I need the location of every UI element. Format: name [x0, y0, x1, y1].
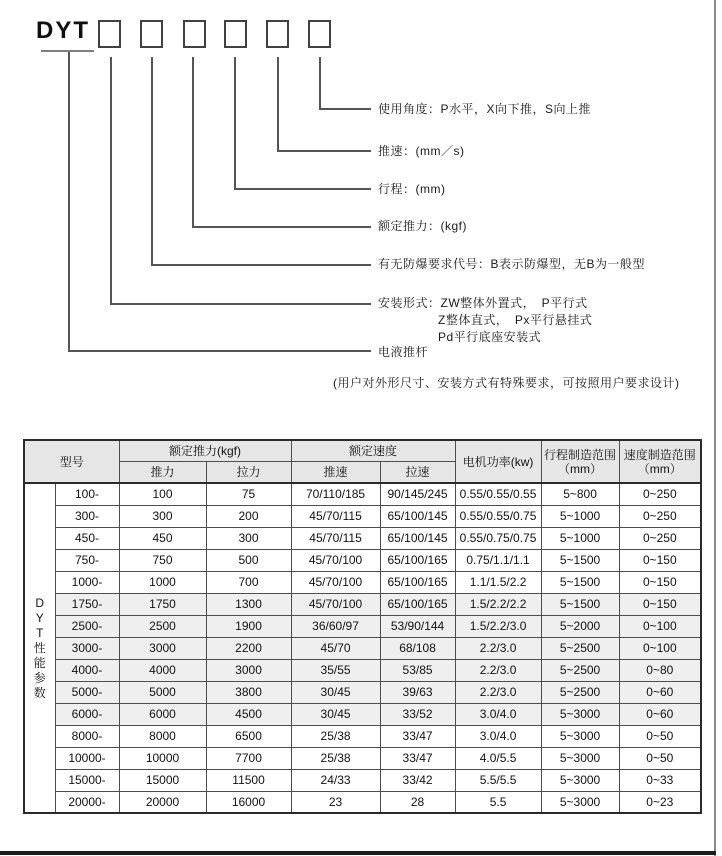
table-side-label-char: 能 [33, 655, 46, 670]
label-mounting-line1: 安装形式：ZW整体外置式， P平行式 [378, 296, 588, 310]
table-cell: 45/70 [291, 637, 380, 659]
table-cell: 0~50 [619, 747, 701, 769]
table-cell: 65/100/165 [380, 593, 455, 615]
table-cell: 1300 [206, 593, 291, 615]
table-row [24, 769, 701, 791]
table-row [24, 681, 701, 703]
table-cell: 3800 [206, 681, 291, 703]
table-side-label [24, 483, 55, 813]
table-cell: 65/100/145 [380, 505, 455, 527]
designation-box-1 [98, 20, 121, 48]
cell-model: 750- [55, 549, 119, 571]
table-cell: 5~1000 [541, 527, 619, 549]
leader-line-product-h [68, 350, 371, 352]
table-cell: 1900 [206, 615, 291, 637]
header-speed-range-text: 速度制造范围 [623, 447, 696, 462]
label-rated-thrust: 额定推力：(kgf) [378, 219, 468, 233]
table-cell: 2.2/3.0 [455, 637, 541, 659]
table-row [24, 549, 701, 571]
table-cell: 0.55/0.75/0.75 [455, 527, 541, 549]
table-cell: 1750 [119, 593, 206, 615]
table-cell: 6000 [119, 703, 206, 725]
header-push-speed: 推速 [291, 461, 380, 483]
table-cell: 4.0/5.5 [455, 747, 541, 769]
cell-model: 100- [55, 483, 119, 505]
table-row [24, 703, 701, 725]
page-right-edge-line [714, 0, 716, 856]
table-cell: 5~2000 [541, 615, 619, 637]
table-cell: 45/70/115 [291, 505, 380, 527]
table-side-label-char: Y [35, 610, 44, 625]
table-cell: 68/108 [380, 637, 455, 659]
table-row [24, 747, 701, 769]
table-cell: 3000 [206, 659, 291, 681]
table-cell: 8000 [119, 725, 206, 747]
table-cell: 65/100/165 [380, 549, 455, 571]
header-speed-range-unit: （mm） [637, 461, 682, 476]
table-cell: 5~3000 [541, 703, 619, 725]
table-row [24, 615, 701, 637]
table-cell: 25/38 [291, 725, 380, 747]
table-cell: 28 [380, 791, 455, 813]
table-cell: 20000 [119, 791, 206, 813]
cell-model: 15000- [55, 769, 119, 791]
leader-line-explosion-v [151, 57, 153, 266]
table-cell: 0~150 [619, 549, 701, 571]
leader-line-thrust-v [192, 57, 194, 228]
table-cell: 300 [119, 505, 206, 527]
table-cell: 0~60 [619, 703, 701, 725]
label-stroke: 行程：(mm) [378, 182, 446, 196]
table-cell: 0~100 [619, 615, 701, 637]
table-cell: 0~250 [619, 527, 701, 549]
table-cell: 30/45 [291, 703, 380, 725]
table-cell: 5~3000 [541, 769, 619, 791]
leader-line-product-v [68, 52, 70, 352]
table-cell: 33/42 [380, 769, 455, 791]
table-cell: 10000 [119, 747, 206, 769]
table-cell: 53/85 [380, 659, 455, 681]
designation-box-5 [266, 20, 289, 48]
table-cell: 4000 [119, 659, 206, 681]
table-cell: 500 [206, 549, 291, 571]
table-cell: 1000 [119, 571, 206, 593]
header-stroke-range-unit: （mm） [558, 461, 603, 476]
table-cell: 5~1500 [541, 549, 619, 571]
table-cell: 45/70/100 [291, 549, 380, 571]
table-row [24, 505, 701, 527]
label-push-speed: 推速：(mm／s) [378, 144, 465, 158]
table-row [24, 659, 701, 681]
table-cell: 3.0/4.0 [455, 703, 541, 725]
cell-model: 4000- [55, 659, 119, 681]
table-side-label-char: 性 [33, 640, 46, 655]
table-cell: 100 [119, 483, 206, 505]
table-cell: 45/70/115 [291, 527, 380, 549]
table-cell: 0~100 [619, 637, 701, 659]
table-cell: 0.55/0.55/0.55 [455, 483, 541, 505]
table-side-label-char: 参 [33, 670, 46, 685]
table-cell: 5.5/5.5 [455, 769, 541, 791]
table-cell: 24/33 [291, 769, 380, 791]
header-rated-speed-group: 额定速度 [291, 440, 455, 461]
table-cell: 0~33 [619, 769, 701, 791]
designation-box-4 [224, 20, 247, 48]
leader-line-mounting-h [110, 303, 371, 305]
table-cell: 0~80 [619, 659, 701, 681]
table-cell: 2.2/3.0 [455, 659, 541, 681]
table-cell: 5~2500 [541, 637, 619, 659]
leader-line-mounting-v [110, 57, 112, 305]
leader-line-usage-h [319, 108, 371, 110]
leader-line-stroke-v [234, 57, 236, 190]
table-cell: 5~1500 [541, 571, 619, 593]
cell-model: 6000- [55, 703, 119, 725]
table-cell: 700 [206, 571, 291, 593]
table-cell: 1.5/2.2/2.2 [455, 593, 541, 615]
cell-model: 3000- [55, 637, 119, 659]
label-explosion-proof: 有无防爆要求代号：B表示防爆型，无B为一般型 [378, 257, 646, 271]
designation-box-2 [140, 20, 163, 48]
table-cell: 750 [119, 549, 206, 571]
table-cell: 0~150 [619, 571, 701, 593]
table-cell: 7700 [206, 747, 291, 769]
leader-line-pushspeed-v [277, 57, 279, 152]
header-push-force: 推力 [119, 461, 206, 483]
table-cell: 0~250 [619, 483, 701, 505]
page-bottom-edge-line [0, 851, 716, 855]
table-side-label-char: T [36, 625, 44, 640]
cell-model: 8000- [55, 725, 119, 747]
leader-line-stroke-h [234, 188, 371, 190]
spec-table-header [24, 440, 701, 483]
cell-model: 1000- [55, 571, 119, 593]
designation-box-6 [308, 20, 331, 48]
table-cell: 3000 [119, 637, 206, 659]
table-cell: 3.0/4.0 [455, 725, 541, 747]
table-cell: 33/47 [380, 725, 455, 747]
cell-model: 5000- [55, 681, 119, 703]
header-model: 型号 [24, 440, 119, 483]
header-pull-force: 拉力 [206, 461, 291, 483]
table-cell: 16000 [206, 791, 291, 813]
cell-model: 1750- [55, 593, 119, 615]
table-cell: 6500 [206, 725, 291, 747]
header-stroke-range-text: 行程制造范围 [544, 447, 617, 462]
table-cell: 5~3000 [541, 747, 619, 769]
label-mounting-line3: Pd平行底座安装式 [438, 330, 542, 344]
table-side-label-char: D [35, 595, 45, 610]
table-cell: 39/63 [380, 681, 455, 703]
table-cell: 2500 [119, 615, 206, 637]
leader-line-usage-v [319, 57, 321, 110]
table-cell: 45/70/100 [291, 593, 380, 615]
table-cell: 0~23 [619, 791, 701, 813]
table-cell: 5~2500 [541, 681, 619, 703]
table-cell: 90/145/245 [380, 483, 455, 505]
header-pull-speed: 拉速 [380, 461, 455, 483]
table-cell: 53/90/144 [380, 615, 455, 637]
table-cell: 5~3000 [541, 725, 619, 747]
table-cell: 2200 [206, 637, 291, 659]
header-motor-power: 电机功率(kw) [455, 440, 541, 483]
cell-model: 2500- [55, 615, 119, 637]
table-cell: 1.1/1.5/2.2 [455, 571, 541, 593]
table-side-label-char: 数 [33, 685, 46, 700]
table-cell: 1.5/2.2/3.0 [455, 615, 541, 637]
label-usage-angle: 使用角度：P水平，X向下推，S向上推 [378, 102, 592, 116]
table-cell: 5~800 [541, 483, 619, 505]
table-cell: 5~1500 [541, 593, 619, 615]
series-title: DYT [36, 17, 90, 44]
designation-box-3 [183, 20, 206, 48]
table-cell: 5.5 [455, 791, 541, 813]
table-cell: 65/100/165 [380, 571, 455, 593]
table-cell: 75 [206, 483, 291, 505]
spec-table [23, 439, 702, 814]
leader-line-explosion-h [151, 264, 371, 266]
table-row [24, 527, 701, 549]
header-rated-thrust-group: 额定推力(kgf) [119, 440, 291, 461]
table-cell: 450 [119, 527, 206, 549]
table-cell: 70/110/185 [291, 483, 380, 505]
table-cell: 0.55/0.55/0.75 [455, 505, 541, 527]
table-cell: 5~3000 [541, 791, 619, 813]
table-cell: 36/60/97 [291, 615, 380, 637]
table-row [24, 593, 701, 615]
table-cell: 0~60 [619, 681, 701, 703]
table-cell: 65/100/145 [380, 527, 455, 549]
table-cell: 23 [291, 791, 380, 813]
table-row [24, 483, 701, 505]
table-cell: 4500 [206, 703, 291, 725]
table-cell: 5000 [119, 681, 206, 703]
leader-line-pushspeed-h [277, 150, 371, 152]
table-cell: 25/38 [291, 747, 380, 769]
header-speed-range [619, 440, 701, 483]
table-cell: 0~250 [619, 505, 701, 527]
table-cell: 15000 [119, 769, 206, 791]
cell-model: 450- [55, 527, 119, 549]
spec-table-body [24, 483, 701, 813]
table-cell: 45/70/100 [291, 571, 380, 593]
header-stroke-range [541, 440, 619, 483]
table-cell: 2.2/3.0 [455, 681, 541, 703]
label-product: 电液推杆 [378, 345, 429, 359]
table-cell: 0~50 [619, 725, 701, 747]
cell-model: 10000- [55, 747, 119, 769]
table-cell: 11500 [206, 769, 291, 791]
table-cell: 35/55 [291, 659, 380, 681]
table-cell: 300 [206, 527, 291, 549]
leader-line-thrust-h [192, 226, 371, 228]
cell-model: 300- [55, 505, 119, 527]
table-cell: 5~1000 [541, 505, 619, 527]
table-cell: 0.75/1.1/1.1 [455, 549, 541, 571]
table-row [24, 725, 701, 747]
table-cell: 33/52 [380, 703, 455, 725]
table-cell: 200 [206, 505, 291, 527]
table-cell: 5~2500 [541, 659, 619, 681]
table-cell: 30/45 [291, 681, 380, 703]
table-cell: 33/47 [380, 747, 455, 769]
table-row [24, 571, 701, 593]
custom-design-note: (用户对外形尺寸、安装方式有特殊要求，可按照用户要求设计) [333, 376, 680, 390]
label-mounting-line2: Z整体直式， Px平行悬挂式 [438, 313, 593, 327]
cell-model: 20000- [55, 791, 119, 813]
table-row [24, 637, 701, 659]
table-cell: 0~150 [619, 593, 701, 615]
table-row [24, 791, 701, 813]
